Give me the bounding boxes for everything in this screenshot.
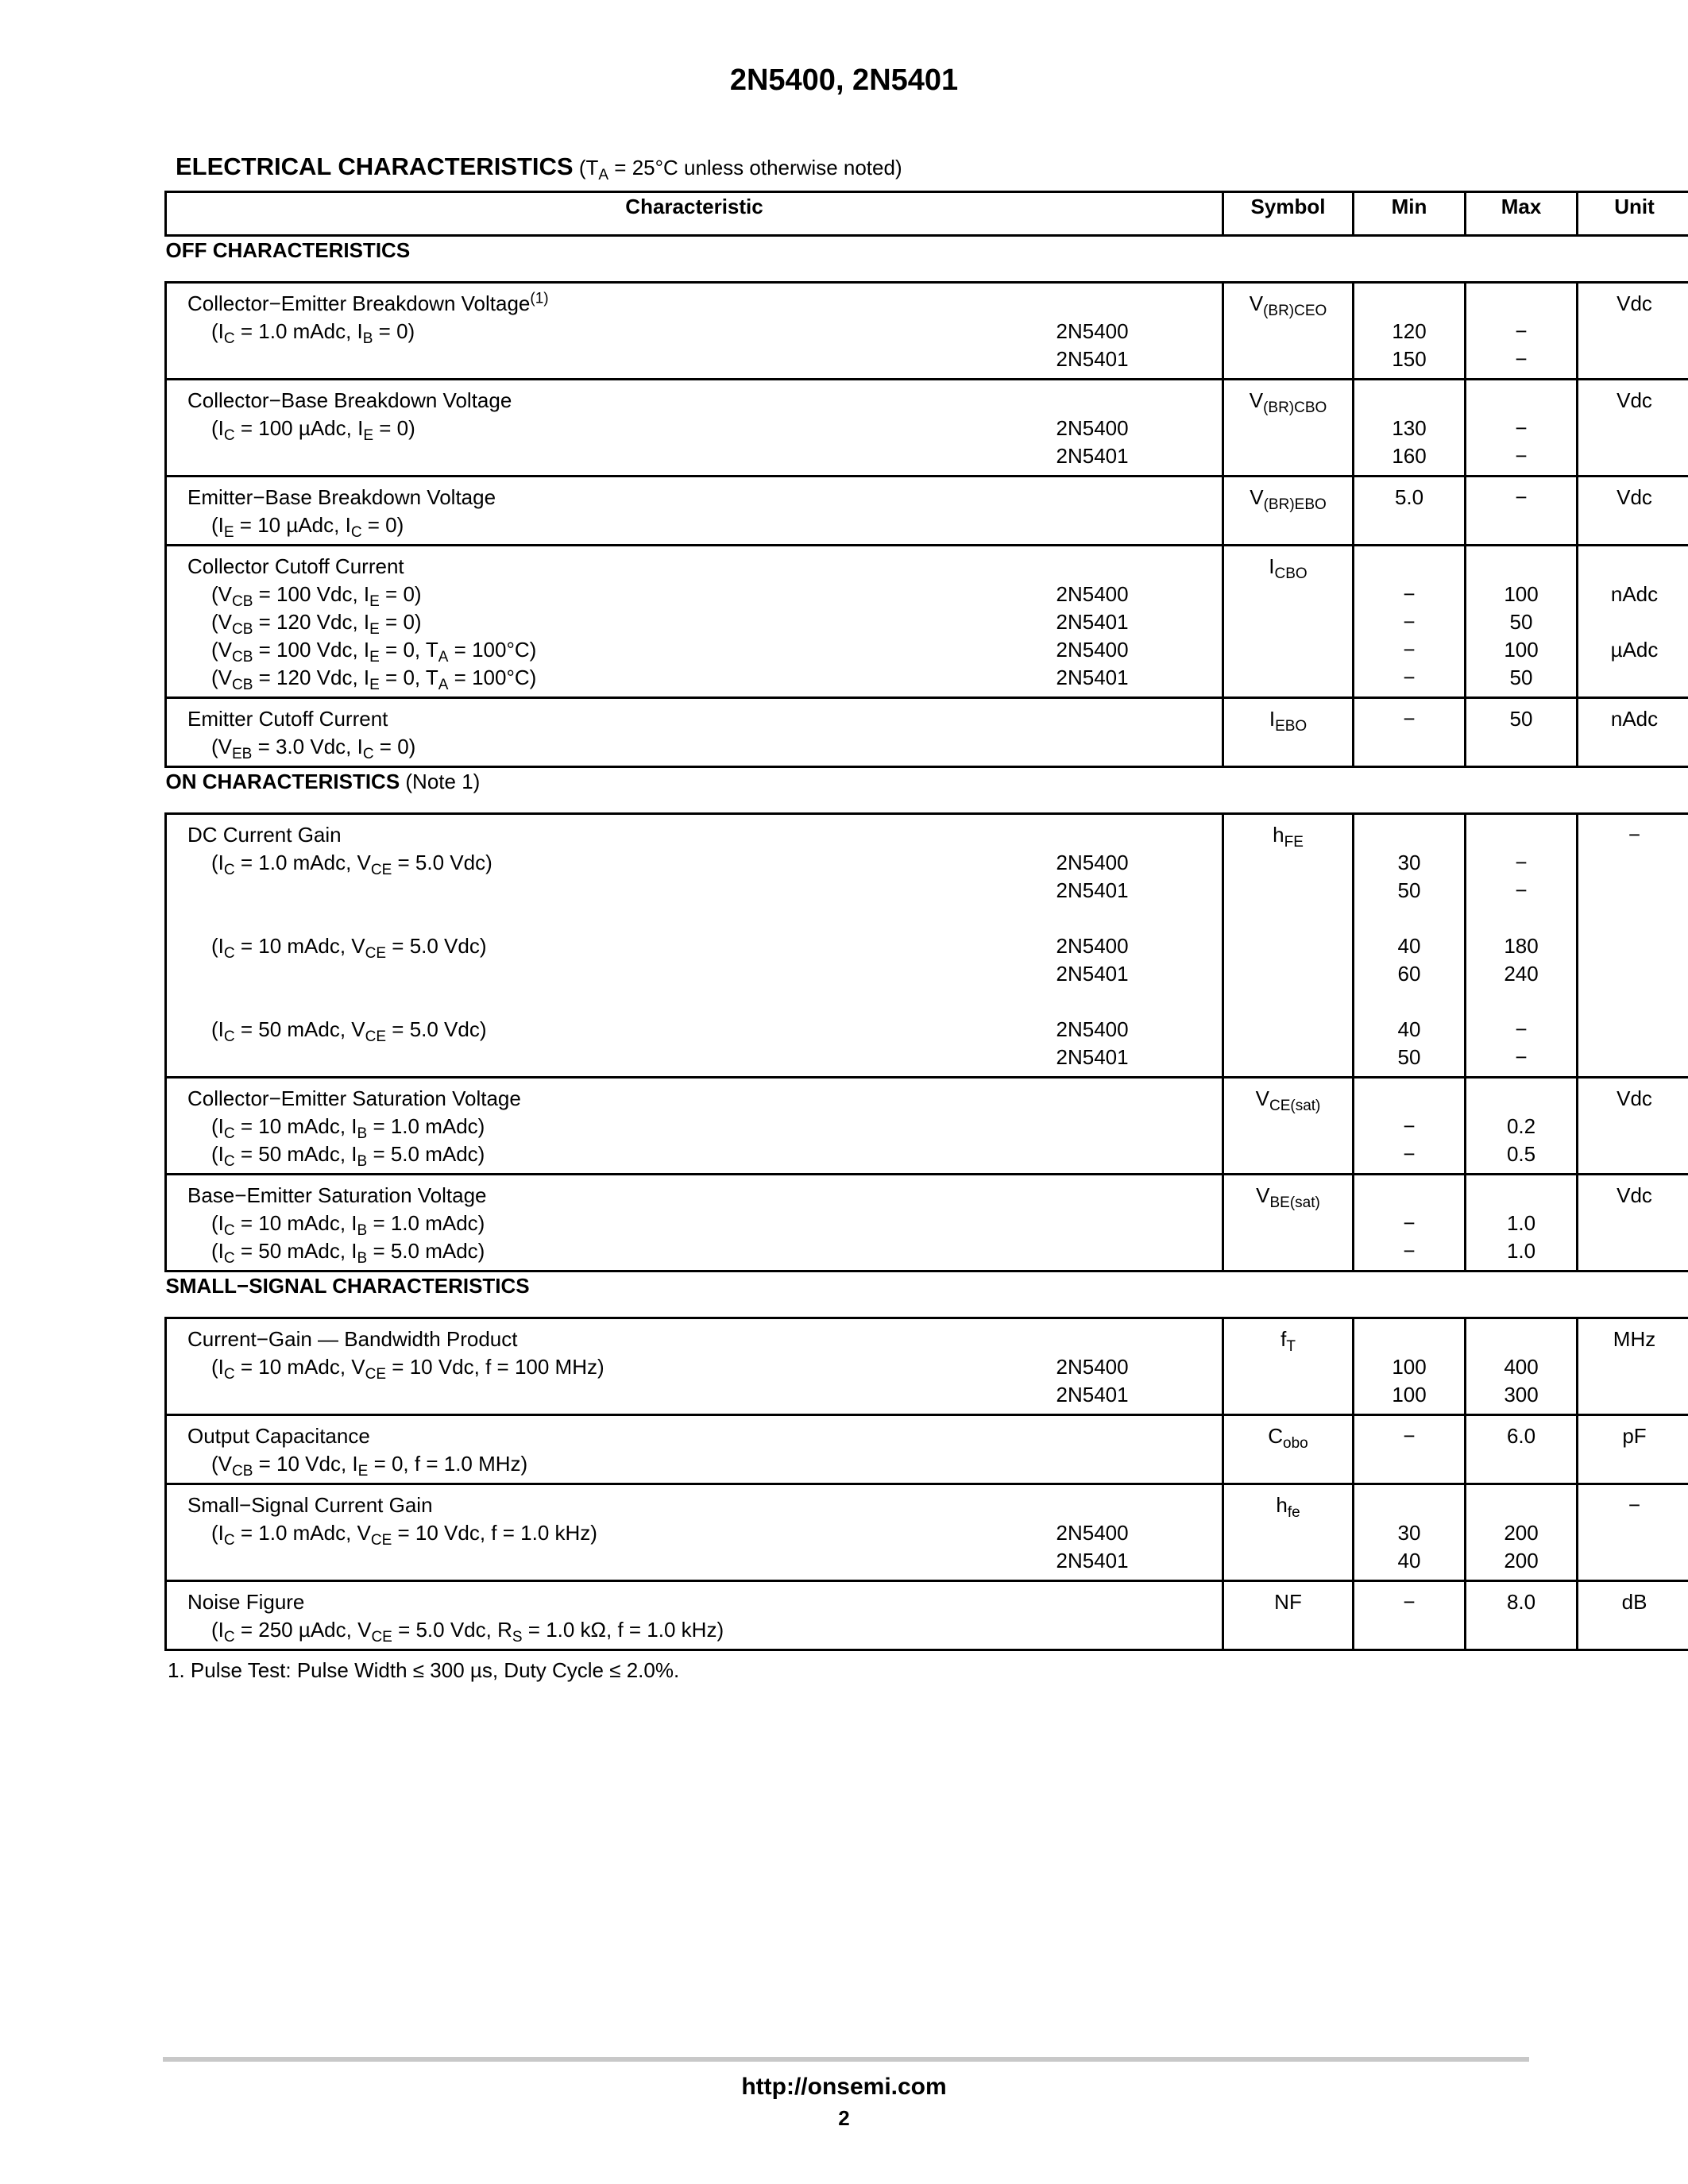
unit-cell: pF xyxy=(1578,1415,1688,1484)
device-cell xyxy=(1056,1415,1223,1484)
characteristic-cell: Current−Gain — Bandwidth Product ($I_C = 10$ mAdc, $V_{CE} = 10$ Vdc, f = 100 MHz) xyxy=(166,1318,1056,1415)
min-cell: 120 150 xyxy=(1354,283,1466,380)
table-row xyxy=(166,283,1688,380)
unit-cell: − xyxy=(1578,1484,1688,1581)
max-cell: − xyxy=(1466,477,1578,546)
min-cell: − xyxy=(1354,698,1466,767)
table-row xyxy=(166,380,1688,477)
group-heading-on: ON CHARACTERISTICS (Note 1) xyxy=(165,770,481,793)
max-cell: 6.0 xyxy=(1466,1415,1578,1484)
characteristic-cell: Collector−Emitter Breakdown Voltage$^{(1)}$ ($I_C = 1.0$ mAdc, $I_B = 0$) xyxy=(166,283,1056,380)
test-condition: ($I_C = 1.0$ mAdc, $I_B = 0$) xyxy=(211,319,415,348)
table-header-row xyxy=(166,192,1688,236)
test-condition: ($V_{CB} = 100$ Vdc, $I_E = 0$) xyxy=(211,582,422,611)
min-cell: 30 50 40 60 40 50 xyxy=(1354,814,1466,1078)
unit-cell: Vdc xyxy=(1578,1175,1688,1271)
characteristic-cell: Collector−Emitter Saturation Voltage ($I_C = 10$ mAdc, $I_B = 1.0$ mAdc) ($I_C = 50$ mAdc, $I_B = 5.0$ mAdc) xyxy=(166,1078,1056,1175)
table-row xyxy=(166,1318,1688,1415)
characteristic-cell: Collector−Base Breakdown Voltage ($I_C = 100$ µAdc, $I_E = 0$) xyxy=(166,380,1056,477)
table-row xyxy=(166,546,1688,698)
characteristic-cell: Emitter−Base Breakdown Voltage ($I_E = 10$ µAdc, $I_C = 0$) xyxy=(166,477,1056,546)
max-cell: 400 300 xyxy=(1466,1318,1578,1415)
unit-cell: MHz xyxy=(1578,1318,1688,1415)
min-cell: − xyxy=(1354,1415,1466,1484)
device-cell xyxy=(1056,698,1223,767)
max-cell: 100 50 100 50 xyxy=(1466,546,1578,698)
footer-divider xyxy=(163,2057,1529,2062)
test-condition: ($V_{CB} = 120$ Vdc, $I_E = 0$) xyxy=(211,610,422,639)
test-condition: ($I_C = 10$ mAdc, $I_B = 1.0$ mAdc) xyxy=(211,1114,485,1143)
max-cell: − − xyxy=(1466,283,1578,380)
test-condition: ($I_C = 10$ mAdc, $V_{CE} = 10$ Vdc, f = 100 MHz) xyxy=(211,1355,605,1383)
test-condition: ($I_C = 10$ mAdc, $I_B = 1.0$ mAdc) xyxy=(211,1211,485,1240)
header-symbol: Symbol xyxy=(1223,192,1354,236)
test-condition: ($I_C = 50$ mAdc, $I_B = 5.0$ mAdc) xyxy=(211,1142,485,1171)
device-cell: 2N5400 2N5401 2N5400 2N5401 xyxy=(1056,546,1223,698)
max-cell: 8.0 xyxy=(1466,1581,1578,1650)
unit-cell: Vdc xyxy=(1578,283,1688,380)
min-cell: 5.0 xyxy=(1354,477,1466,546)
test-condition: ($I_C = 1.0$ mAdc, $V_{CE} = 5.0$ Vdc) xyxy=(211,851,492,879)
test-condition: ($V_{EB} = 3.0$ Vdc, $I_C = 0$) xyxy=(211,735,416,763)
test-condition: ($I_C = 1.0$ mAdc, $V_{CE} = 10$ Vdc, f = 1.0 kHz) xyxy=(211,1521,597,1549)
test-condition: ($I_C = 50$ mAdc, $V_{CE} = 5.0$ Vdc) xyxy=(211,1017,487,1046)
symbol-cell: $V_{BE(sat)}$ xyxy=(1223,1175,1354,1271)
device-cell: 2N5400 2N5401 2N5400 2N5401 2N5400 2N5401 xyxy=(1056,814,1223,1078)
characteristic-cell: Base−Emitter Saturation Voltage ($I_C = 10$ mAdc, $I_B = 1.0$ mAdc) ($I_C = 50$ mAdc, $I_B = 5.0$ mAdc) xyxy=(166,1175,1056,1271)
min-cell: − − xyxy=(1354,1175,1466,1271)
symbol-cell: $V_{CE(sat)}$ xyxy=(1223,1078,1354,1175)
device-cell: 2N5400 2N5401 xyxy=(1056,1484,1223,1581)
section-conditions: ($T_A = 25^\circ C$ unless otherwise noted) xyxy=(573,156,902,184)
unit-cell: − xyxy=(1578,814,1688,1078)
symbol-cell: $I_{CBO}$ xyxy=(1223,546,1354,698)
unit-cell: dB xyxy=(1578,1581,1688,1650)
max-cell: 50 xyxy=(1466,698,1578,767)
characteristic-cell: Small−Signal Current Gain ($I_C = 1.0$ mAdc, $V_{CE} = 10$ Vdc, f = 1.0 kHz) xyxy=(166,1484,1056,1581)
min-cell: − − xyxy=(1354,1078,1466,1175)
symbol-cell: $V_{(BR)CBO}$ xyxy=(1223,380,1354,477)
table-row xyxy=(166,698,1688,767)
footer-url: http://onsemi.com xyxy=(741,2074,947,2100)
unit-cell: nAdc xyxy=(1578,698,1688,767)
unit-cell: Vdc xyxy=(1578,380,1688,477)
page-number: 2 xyxy=(838,2106,850,2130)
table-row xyxy=(166,1484,1688,1581)
symbol-cell: $f_T$ xyxy=(1223,1318,1354,1415)
device-cell: 2N5400 2N5401 xyxy=(1056,283,1223,380)
page-title: 2N5400, 2N5401 xyxy=(729,64,959,97)
test-condition: ($I_E = 10$ µAdc, $I_C = 0$) xyxy=(211,513,404,542)
test-condition: ($V_{CB} = 100$ Vdc, $I_E = 0$, $T_A = 100^\circ C$) xyxy=(211,638,537,666)
table-row xyxy=(166,477,1688,546)
max-cell: 0.2 0.5 xyxy=(1466,1078,1578,1175)
header-max: Max xyxy=(1466,192,1578,236)
symbol-cell: $h_{fe}$ xyxy=(1223,1484,1354,1581)
symbol-cell: $h_{FE}$ xyxy=(1223,814,1354,1078)
characteristic-cell: Noise Figure ($I_C = 250$ µAdc, $V_{CE} = 5.0$ Vdc, $R_S = 1.0$ kΩ, f = 1.0 kHz) xyxy=(166,1581,1056,1650)
test-condition: ($V_{CB} = 120$ Vdc, $I_E = 0$, $T_A = 100^\circ C$) xyxy=(211,666,537,694)
device-cell xyxy=(1056,477,1223,546)
max-cell: 200 200 xyxy=(1466,1484,1578,1581)
min-cell: 130 160 xyxy=(1354,380,1466,477)
footnote: 1. Pulse Test: Pulse Width ≤ 300 µs, Duty Cycle ≤ 2.0%. xyxy=(168,1658,680,1682)
test-condition: ($V_{CB} = 10$ Vdc, $I_E = 0$, f = 1.0 MHz) xyxy=(211,1452,528,1480)
table-row xyxy=(166,1581,1688,1650)
max-cell: − − 180 240 − − xyxy=(1466,814,1578,1078)
test-condition: ($I_C = 100$ µAdc, $I_E = 0$) xyxy=(211,416,415,445)
device-cell xyxy=(1056,1175,1223,1271)
device-cell xyxy=(1056,1581,1223,1650)
max-cell: 1.0 1.0 xyxy=(1466,1175,1578,1271)
unit-cell: nAdc µAdc xyxy=(1578,546,1688,698)
header-min: Min xyxy=(1354,192,1466,236)
max-cell: − − xyxy=(1466,380,1578,477)
group-heading-small-signal: SMALL−SIGNAL CHARACTERISTICS xyxy=(165,1274,530,1298)
characteristic-cell: DC Current Gain ($I_C = 1.0$ mAdc, $V_{CE} = 5.0$ Vdc) ($I_C = 10$ mAdc, $V_{CE} = 5.0$ Vdc) ($I_C = 50$ mAdc, $V_{CE} = 5.0$ Vdc) xyxy=(166,814,1056,1078)
section-heading xyxy=(176,152,902,184)
table-row xyxy=(166,1175,1688,1271)
header-characteristic: Characteristic xyxy=(166,192,1223,236)
test-condition: ($I_C = 10$ mAdc, $V_{CE} = 5.0$ Vdc) xyxy=(211,934,487,963)
symbol-cell: $V_{(BR)CEO}$ xyxy=(1223,283,1354,380)
device-cell: 2N5400 2N5401 xyxy=(1056,380,1223,477)
table-row xyxy=(166,1415,1688,1484)
min-cell: − xyxy=(1354,1581,1466,1650)
test-condition: ($I_C = 50$ mAdc, $I_B = 5.0$ mAdc) xyxy=(211,1239,485,1268)
min-cell: 30 40 xyxy=(1354,1484,1466,1581)
header-unit: Unit xyxy=(1578,192,1688,236)
table-row xyxy=(166,1078,1688,1175)
group-heading-off: OFF CHARACTERISTICS xyxy=(165,238,411,262)
characteristic-cell: Emitter Cutoff Current ($V_{EB} = 3.0$ Vdc, $I_C = 0$) xyxy=(166,698,1056,767)
symbol-cell: $V_{(BR)EBO}$ xyxy=(1223,477,1354,546)
symbol-cell: NF xyxy=(1223,1581,1354,1650)
section-title: ELECTRICAL CHARACTERISTICS xyxy=(176,152,574,180)
unit-cell: Vdc xyxy=(1578,477,1688,546)
table-row xyxy=(166,814,1688,1078)
unit-cell: Vdc xyxy=(1578,1078,1688,1175)
symbol-cell: $I_{EBO}$ xyxy=(1223,698,1354,767)
min-cell: 100 100 xyxy=(1354,1318,1466,1415)
test-condition: ($I_C = 250$ µAdc, $V_{CE} = 5.0$ Vdc, $R_S = 1.0$ kΩ, f = 1.0 kHz) xyxy=(211,1618,724,1646)
characteristic-cell: Output Capacitance ($V_{CB} = 10$ Vdc, $I_E = 0$, f = 1.0 MHz) xyxy=(166,1415,1056,1484)
device-cell xyxy=(1056,1078,1223,1175)
min-cell: − − − − xyxy=(1354,546,1466,698)
electrical-characteristics-table xyxy=(164,191,1688,1651)
characteristic-cell: Collector Cutoff Current ($V_{CB} = 100$ Vdc, $I_E = 0$) ($V_{CB} = 120$ Vdc, $I_E = 0$) ($V_{CB} = 100$ Vdc, $I_E = 0$, $T_A = 100^\circ C$) ($V_{CB} = 120$ Vdc, $I_E = 0$, $T_A = 100^\circ C$) xyxy=(166,546,1056,698)
device-cell: 2N5400 2N5401 xyxy=(1056,1318,1223,1415)
symbol-cell: $C_{obo}$ xyxy=(1223,1415,1354,1484)
